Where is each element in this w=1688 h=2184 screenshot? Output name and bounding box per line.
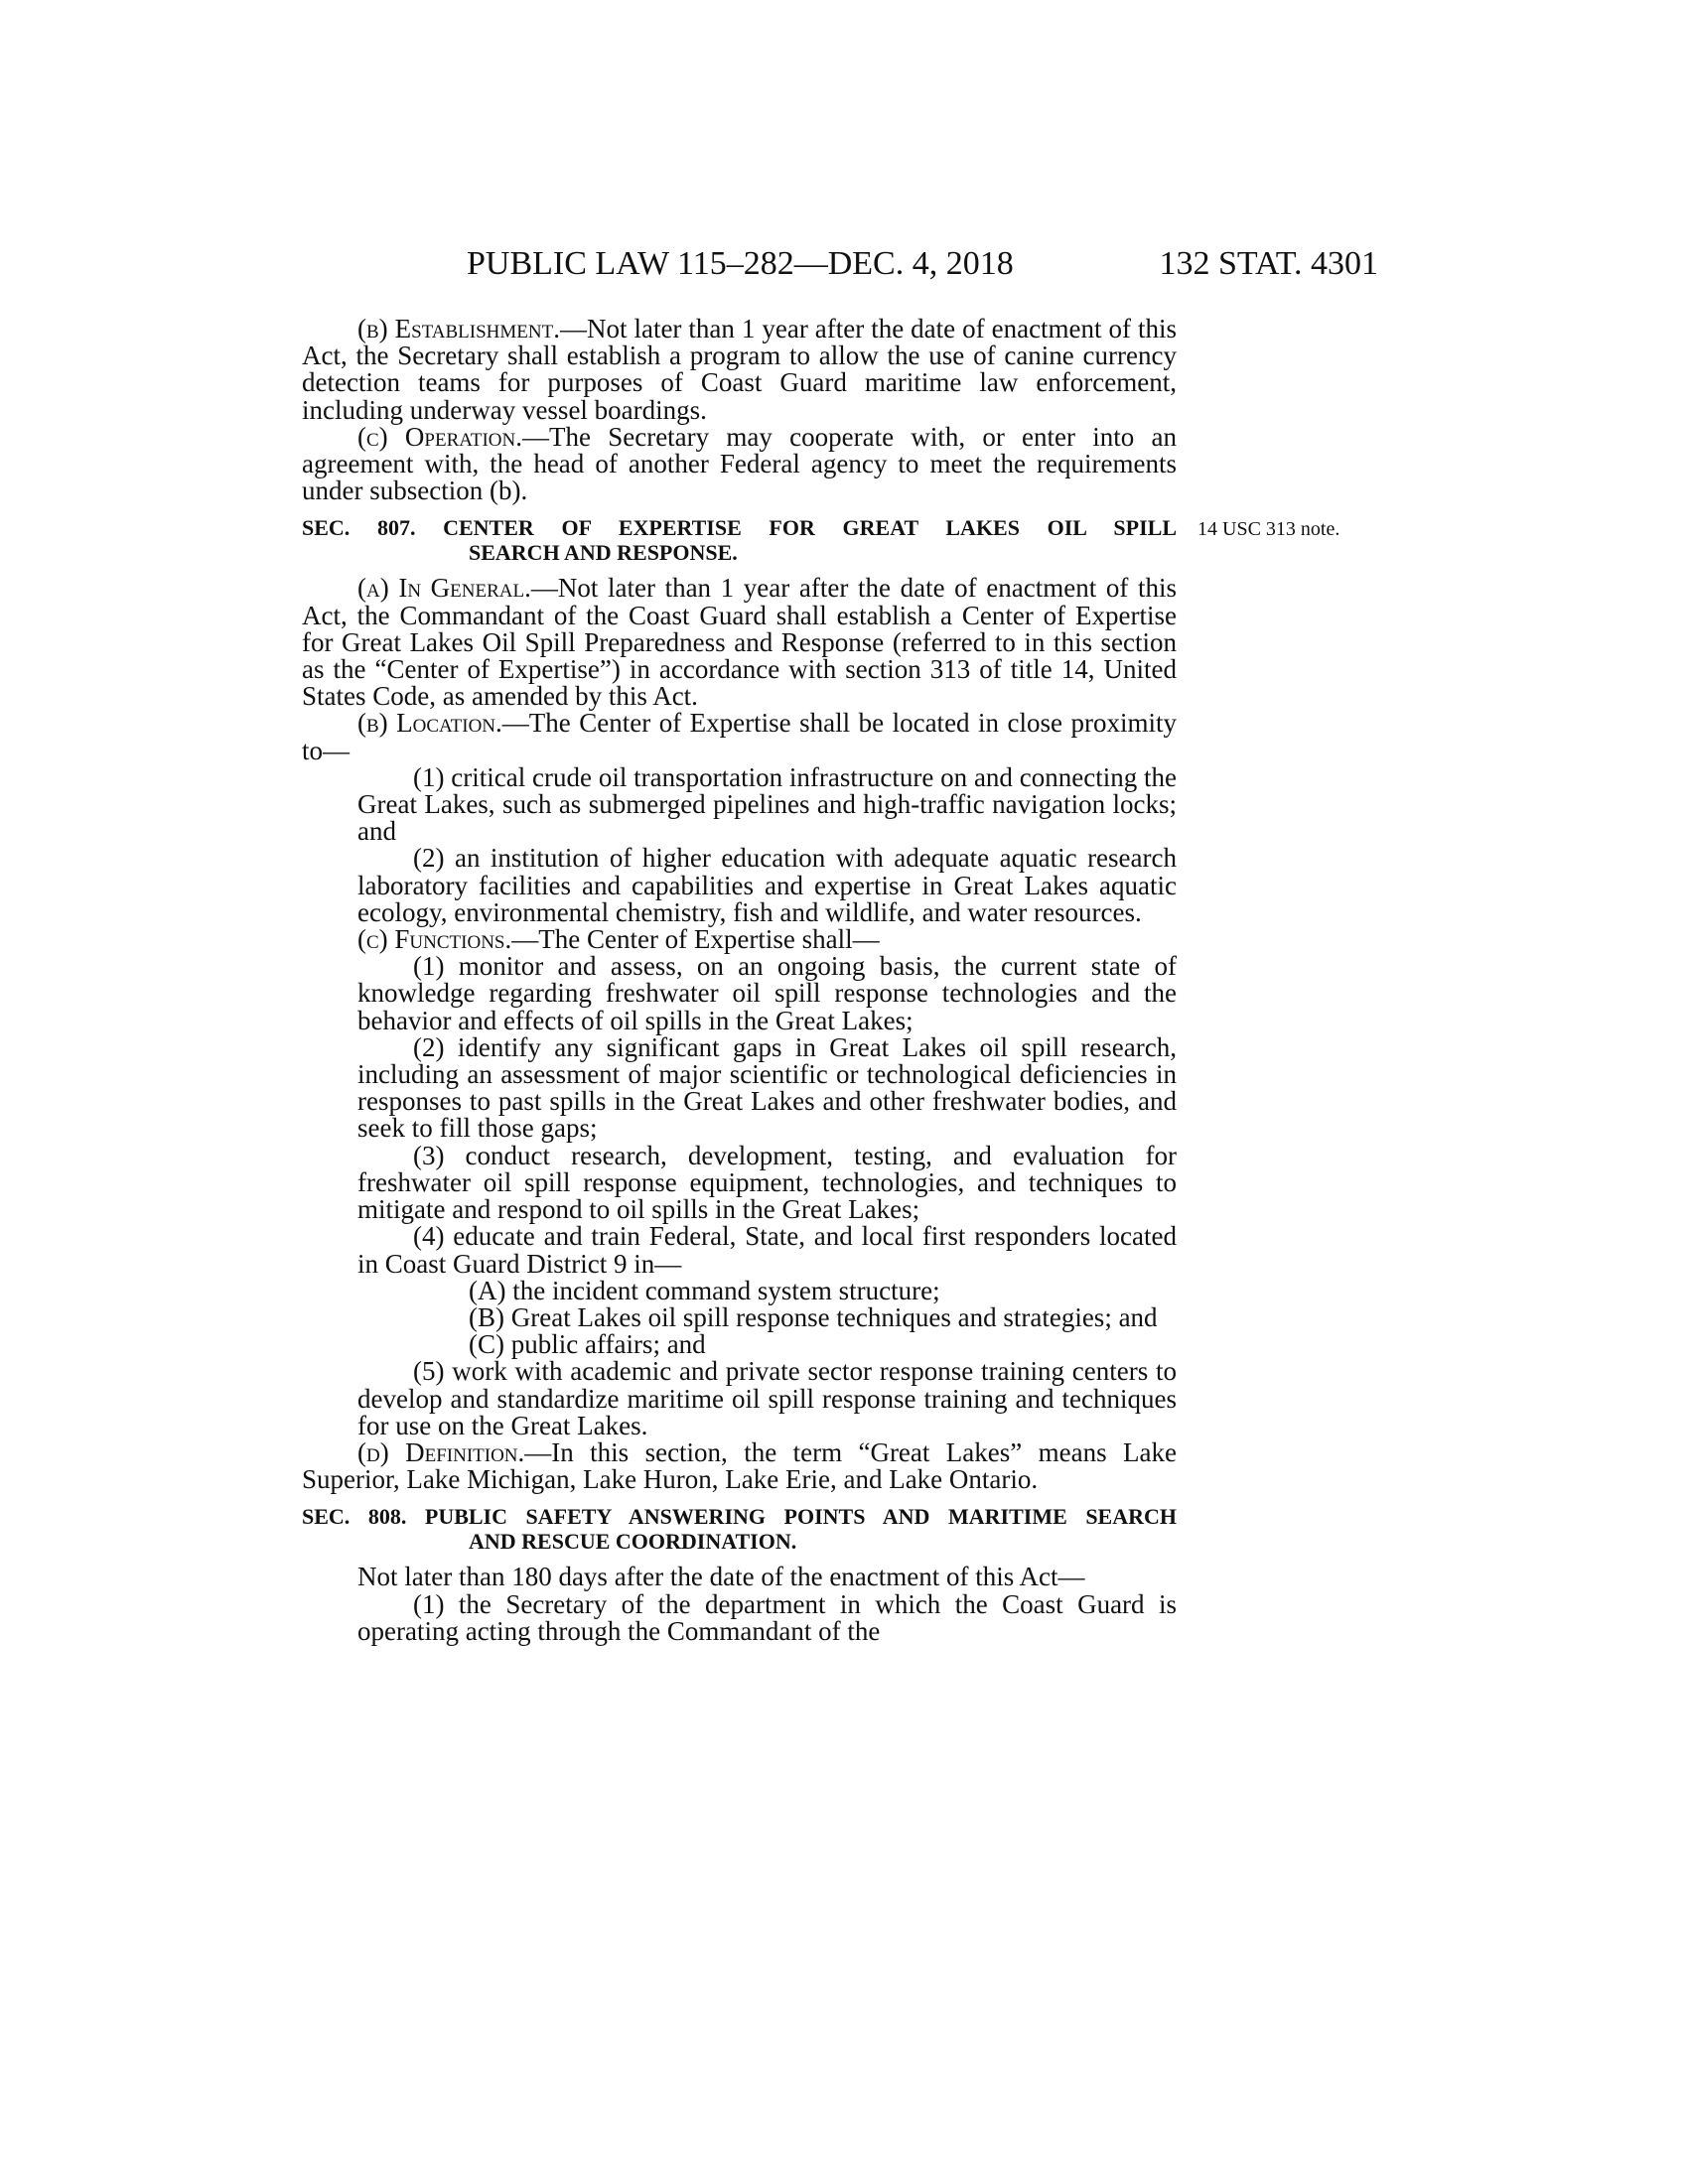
clause-c-4: (4) educate and train Federal, State, and local first responders located in Coast Guard District 9 in— [357,1221,1177,1279]
clause-b-2: (2) an institution of higher education with adequate aquatic research laboratory facilities and capabilities and expertise in Great Lakes aquatic ecology, environmental chemistry, fish and wildlife, and water resources. [357,843,1177,927]
paragraph-heading: (b) Location. [357,708,502,739]
section-808-heading [302,1505,1177,1554]
section-807-heading [302,515,1340,565]
clause-c-1: (1) monitor and assess, on an ongoing basis, the current state of knowledge regarding freshwater oil spill response technologies and the behavior and effects of oil spills in the Great Lakes; [357,951,1177,1035]
statute-page-number: 132 STAT. 4301 [1159,245,1378,282]
paragraph-text: —In this section, the term “Great Lakes” means Lake Superior, Lake Michigan, Lake Huron, Lake Erie, and Lake Ontario. [302,1436,1177,1495]
subclause-c-4-c: (C) public affairs; and [469,1329,706,1360]
section-heading-line: AND RESCUE COORDINATION. [469,1528,797,1554]
clause-c-5: (5) work with academic and private sector response training centers to develop and standardize maritime oil spill response training and techniques for use on the Great Lakes. [357,1356,1177,1440]
section-heading-line: SEC. 807. CENTER OF EXPERTISE FOR GREAT LAKES OIL SPILL [302,515,1177,541]
clause-c-2: (2) identify any significant gaps in Great Lakes oil spill research, including an assessment of major scientific or technological deficiencies in responses to past spills in the Great Lakes and other freshwater bodies, and seek to fill those gaps; [357,1031,1177,1144]
paragraph-b-establishment [302,316,1177,424]
subclause-c-4-a: (A) the incident command system structure; [469,1275,940,1305]
section-heading-line: SEC. 808. PUBLIC SAFETY ANSWERING POINTS AND MARITIME SEARCH [302,1504,1177,1530]
document-body [302,314,1340,1646]
paragraph-a-in-general [302,575,1177,710]
subclause-c-4-b: (B) Great Lakes oil spill response techniques and strategies; and [469,1301,1158,1332]
clause-808-1: (1) the Secretary of the department in which the Coast Guard is operating acting through the Commandant of the [357,1588,1177,1646]
paragraph-text: —The Secretary may cooperate with, or enter into an agreement with, the head of another Federal agency to meet the requirements under subsection (b). [302,421,1178,506]
section-808-intro: Not later than 180 days after the date of the enactment of this Act— [357,1562,1085,1592]
paragraph-c-operation [302,421,1178,506]
paragraph-c-functions [302,926,1177,953]
paragraph-text: —The Center of Expertise shall— [511,924,880,955]
section-heading-line: SEARCH AND RESPONSE. [469,539,738,565]
paragraph-heading: (d) Definition. [357,1436,525,1467]
paragraph-heading: (c) Functions. [357,924,512,955]
paragraph-heading: (b) Establishment. [357,314,560,343]
paragraph-heading: (c) Operation. [357,421,522,452]
margin-note: 14 USC 313 note. [1197,518,1340,541]
paragraph-b-location [302,710,1177,763]
paragraph-text: —The Center of Expertise shall be located in close proximity to— [302,708,1177,765]
paragraph-heading: (a) In General. [357,573,531,604]
running-head-title: PUBLIC LAW 115–282—DEC. 4, 2018 [467,245,1014,282]
paragraph-text: —Not later than 1 year after the date of enactment of this Act, the Commandant of the Coast Guard shall establish a Center of Expertise for Great Lakes Oil Spill Preparedness and Response (referred to in this section as the “Center of Expertise”) in accordance with section 313 of title 14, United States Code, as amended by this Act. [302,573,1177,712]
running-head [298,244,1378,284]
clause-c-3: (3) conduct research, development, testing, and evaluation for freshwater oil spill response equipment, technologies, and techniques to mitigate and respond to oil spills in the Great Lakes; [357,1140,1177,1225]
paragraph-d-definition [302,1436,1177,1495]
paragraph-text: —Not later than 1 year after the date of enactment of this Act, the Secretary shall establish a program to allow the use of canine currency detection teams for purposes of Coast Guard maritime law enforcement, including underway vessel boardings. [302,314,1178,425]
clause-b-1: (1) critical crude oil transportation infrastructure on and connecting the Great Lakes, such as submerged pipelines and high-traffic navigation locks; and [357,761,1177,847]
